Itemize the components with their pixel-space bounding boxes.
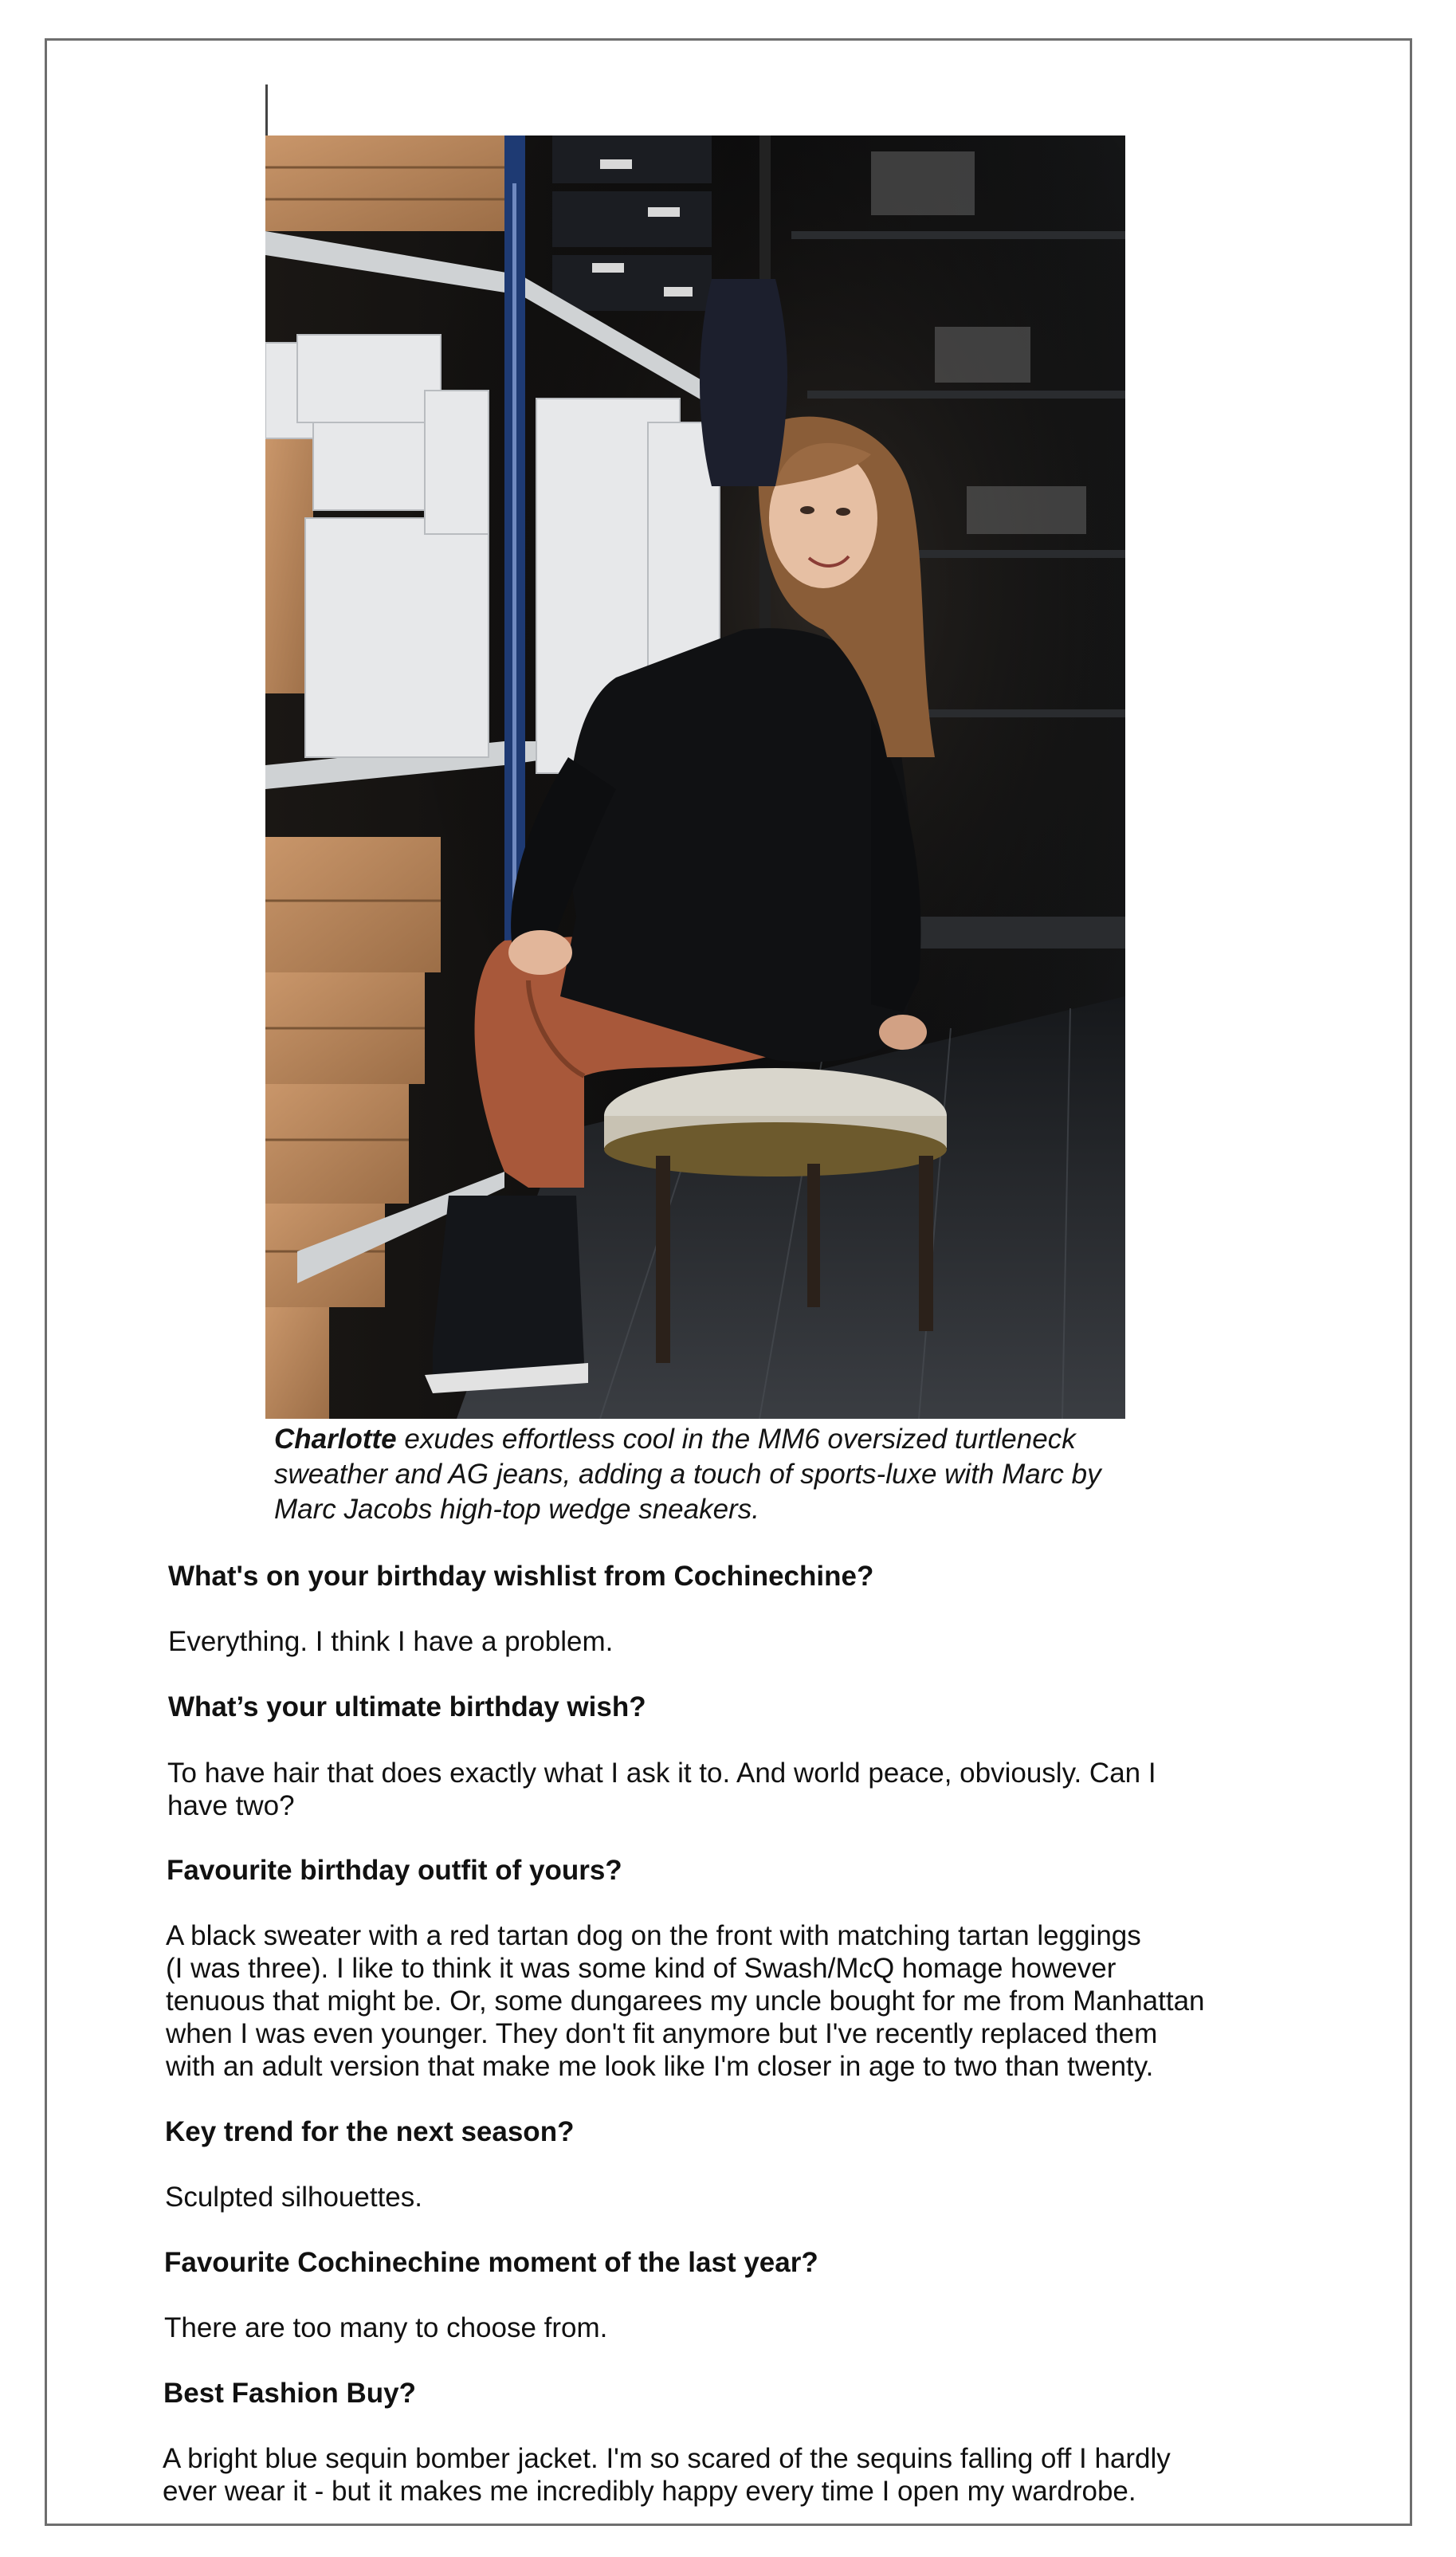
caption-line: sweather and AG jeans, adding a touch of sports-luxe with Marc by bbox=[274, 1459, 1101, 1490]
question-wishlist: What's on your birthday wishlist from Cochinechine? bbox=[168, 1561, 874, 1592]
question-birthday-outfit: Favourite birthday outfit of yours? bbox=[167, 1855, 622, 1886]
question-ultimate-wish: What’s your ultimate birthday wish? bbox=[168, 1691, 646, 1722]
answer-birthday-outfit-line: (I was three). I like to think it was some kind of Swash/McQ homage however bbox=[166, 1953, 1117, 1984]
answer-wishlist: Everything. I think I have a problem. bbox=[168, 1626, 614, 1657]
answer-birthday-outfit-line: A black sweater with a red tartan dog on the front with matching tartan leggings bbox=[166, 1920, 1141, 1951]
answer-key-trend: Sculpted silhouettes. bbox=[165, 2182, 422, 2213]
page-bottom-rule bbox=[45, 2524, 1412, 2526]
answer-birthday-outfit-line: when I was even younger. They don't fit anymore but I've recently replaced them bbox=[166, 2018, 1158, 2049]
photo-edge-mark bbox=[265, 84, 268, 137]
feature-photo-illustration bbox=[265, 136, 1125, 1419]
answer-best-buy-line: ever wear it - but it makes me incredibly happy every time I open my wardrobe. bbox=[163, 2476, 1136, 2507]
question-favourite-moment: Favourite Cochinechine moment of the last year? bbox=[164, 2247, 818, 2278]
answer-birthday-outfit-line: with an adult version that make me look like I'm closer in age to two than twenty. bbox=[166, 2051, 1154, 2082]
answer-ultimate-wish-line: To have hair that does exactly what I ask it to. And world peace, obviously. Can I bbox=[167, 1758, 1156, 1789]
caption-line: Marc Jacobs high-top wedge sneakers. bbox=[274, 1494, 759, 1525]
feature-photo bbox=[265, 136, 1125, 1419]
caption-line bbox=[274, 1422, 1151, 1457]
caption-name: Charlotte bbox=[274, 1424, 397, 1455]
caption-text: exudes effortless cool in the MM6 oversized turtleneck bbox=[396, 1424, 1076, 1455]
photo-caption bbox=[274, 1422, 1151, 1527]
answer-ultimate-wish-line: have two? bbox=[167, 1790, 295, 1821]
answer-best-buy-line: A bright blue sequin bomber jacket. I'm so scared of the sequins falling off I hardly bbox=[163, 2443, 1171, 2474]
answer-favourite-moment: There are too many to choose from. bbox=[164, 2312, 608, 2343]
question-key-trend: Key trend for the next season? bbox=[165, 2116, 575, 2147]
question-best-buy: Best Fashion Buy? bbox=[163, 2378, 416, 2409]
answer-birthday-outfit-line: tenuous that might be. Or, some dungarees my uncle bought for me from Manhattan bbox=[166, 1986, 1205, 2017]
